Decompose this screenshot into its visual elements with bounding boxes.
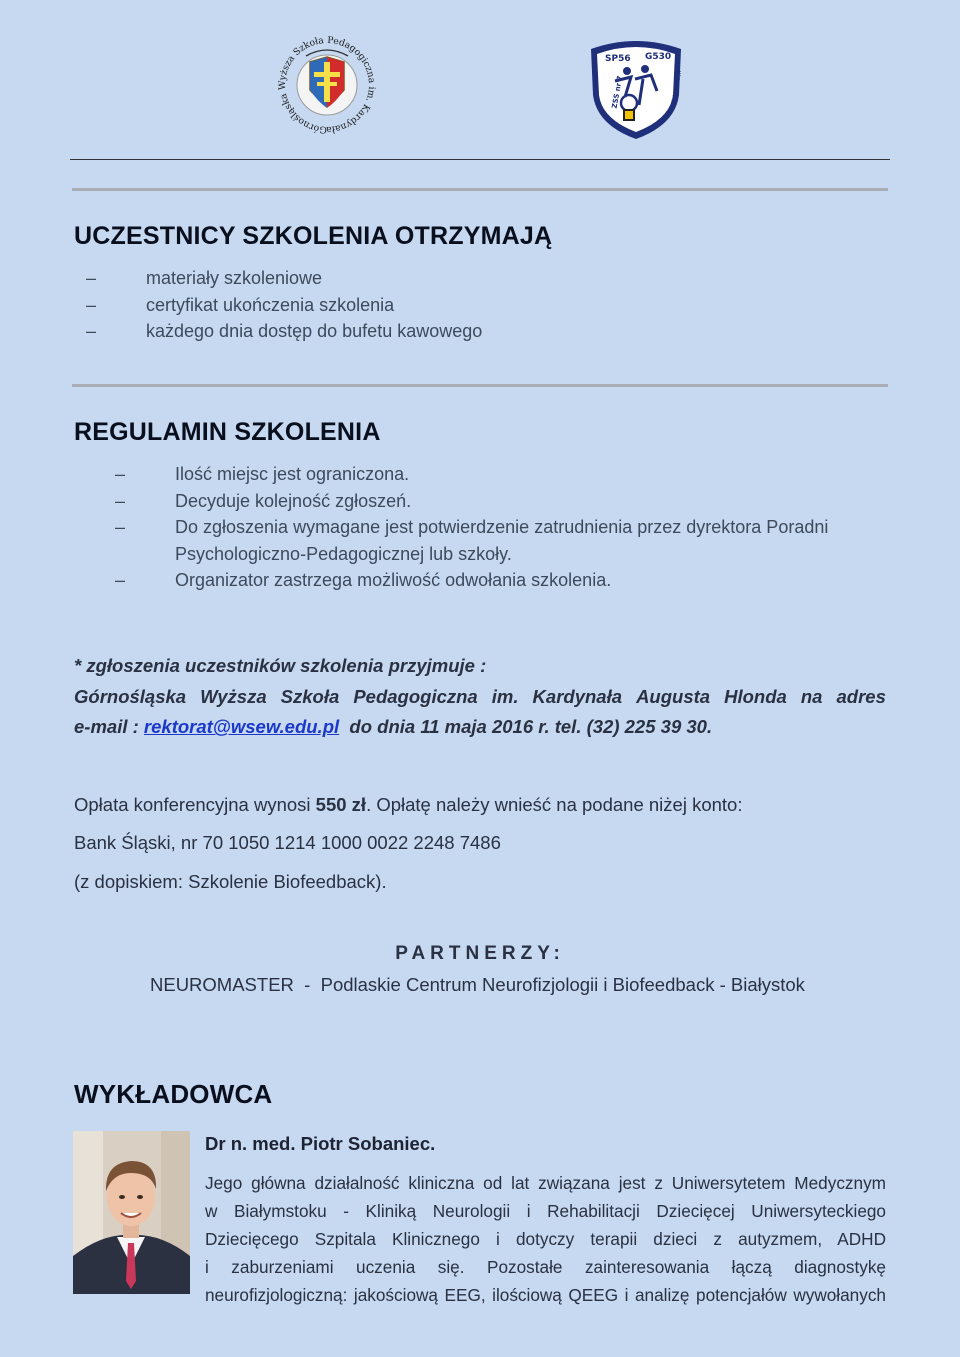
- lecturer-bio: [205, 1169, 886, 1309]
- list-item: – materiały szkoleniowe: [86, 268, 323, 288]
- fee-line: Opłata konferencyjna wynosi 550 zł. Opłatę należy wnieść na podane niżej konto:: [74, 794, 743, 815]
- registration-heading: * zgłoszenia uczestników szkolenia przyjmuje :: [74, 655, 487, 676]
- section-title-rules: REGULAMIN SZKOLENIA: [74, 418, 381, 446]
- university-logo: [270, 30, 385, 142]
- list-item: – certyfikat ukończenia szkolenia: [86, 294, 395, 315]
- school-crest-logo: [585, 35, 687, 141]
- bio-line: i zaburzeniami uczenia się. Pozostałe zainteresowania łączą diagnostykę: [205, 1257, 886, 1277]
- fee-amount: 550 zł: [315, 794, 367, 815]
- section-title-lecturer: WYKŁADOWCA: [74, 1079, 273, 1109]
- bio-line: Jego główna działalność kliniczna od lat związana jest z Uniwersytetem Medycznym: [205, 1173, 886, 1193]
- partners-title: PARTNERZY:: [395, 943, 565, 964]
- registration-contact: e-mail : rektorat@wsew.edu.pl do dnia 11 maja 2016 r. tel. (32) 225 39 30.: [74, 716, 713, 737]
- list-item: – każdego dnia dostęp do bufetu kawowego: [86, 321, 483, 341]
- list-item-continuation: Psychologiczno-Pedagogicznej lub szkoły.: [175, 543, 512, 564]
- partner-line: NEUROMASTER - Podlaskie Centrum Neurofizjologii i Biofeedback - Białystok: [150, 974, 805, 995]
- crest-tag-zss: ZSS nr 7: [610, 75, 625, 110]
- bio-line: w Białymstoku - Kliniką Neurologii i Rehabilitacji Dziecięcej Uniwersyteckiego: [205, 1201, 886, 1221]
- logo-ring-text: Górnośląska Wyższa Szkoła Pedagogiczna im. Kardynała: [277, 34, 378, 136]
- list-item: – Decyduje kolejność zgłoszeń.: [115, 490, 412, 511]
- crest-tag-sp56: SP56: [605, 54, 631, 64]
- list-item: – Organizator zastrzega możliwość odwołania szkolenia.: [115, 570, 612, 590]
- registration-institution: Górnośląska Wyższa Szkoła Pedagogiczna im. Kardynała Augusta Hlonda na adres: [74, 686, 886, 707]
- bio-line: neurofizjologiczną: jakościową EEG, ilościową QEEG i analizę potencjałów wywołanych: [205, 1285, 886, 1305]
- rules-list: [115, 461, 895, 594]
- lecturer-photo: [73, 1131, 190, 1294]
- lecturer-name: Dr n. med. Piotr Sobaniec.: [205, 1133, 436, 1154]
- payment-note: (z dopiskiem: Szkolenie Biofeedback).: [74, 871, 387, 892]
- list-item: – Ilość miejsc jest ograniczona.: [115, 464, 410, 484]
- benefits-list: [86, 265, 686, 345]
- bio-line: Dziecięcego Szpitala Klinicznego i dotyczy terapii dzieci z autyzmem, ADHD: [205, 1229, 886, 1249]
- section-divider: [72, 188, 888, 191]
- bank-account: Bank Śląski, nr 70 1050 1214 1000 0022 2248 7486: [74, 832, 501, 853]
- crest-tag-city: w Katowicach: [669, 69, 684, 112]
- section-divider: [72, 384, 888, 387]
- header-rule: [70, 159, 890, 160]
- list-item: – Do zgłoszenia wymagane jest potwierdzenie zatrudnienia przez dyrektora Poradni: [115, 517, 829, 537]
- section-title-benefits: UCZESTNICY SZKOLENIA OTRZYMAJĄ: [74, 222, 553, 250]
- crest-tag-g530: G530: [645, 52, 672, 62]
- email-link[interactable]: rektorat@wsew.edu.pl: [143, 716, 340, 737]
